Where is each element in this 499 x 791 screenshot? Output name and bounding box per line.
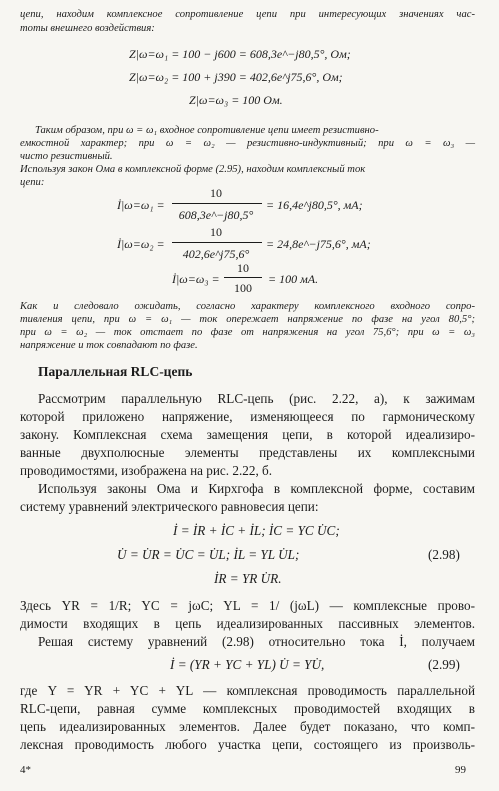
paragraph-5-line-2: RLC-цепи, равная сумме комплексных проводимостей входящих в	[20, 701, 475, 716]
total-current-eq: İ = (YR + YC + YL) U̇ = YU̇,	[170, 657, 325, 672]
impedance-eq-2: Z|ω=ω₂ = 100 + j390 = 402,6e^j75,6°, Ом;	[129, 70, 343, 84]
signature-mark: 4*	[20, 764, 31, 776]
current-eq-1-numerator: 10	[210, 186, 222, 200]
paragraph-1-line-5: проводимостями, изображена на рис. 2.22, б.	[20, 463, 273, 478]
current-eq-2-lhs: İ|ω=ω₂ =	[117, 237, 165, 251]
conclusion-2-line-4: напряжение и ток совпадают по фазе.	[20, 340, 198, 351]
paragraph-1-line-1: Рассмотрим параллельную RLC-цепь (рис. 2.22, а), к зажимам	[38, 391, 475, 406]
equation-number-2-98: (2.98)	[428, 547, 460, 562]
conclusion-2-line-1: Как и следовало ожидать, согласно характеру комплексного входного сопро-	[20, 301, 475, 312]
system-eq-1: İ = İR + İC + İL; İC = YC U̇C;	[173, 523, 340, 538]
paragraph-1-line-2: которой приложено напряжение, изменяющееся по гармоническому	[20, 409, 475, 424]
paragraph-4: Решая систему уравнений (2.98) относительно тока İ, получаем	[38, 634, 475, 649]
paragraph-5-line-4: лексная проводимость любого участка цепи, состоящего из произволь-	[20, 737, 475, 752]
current-eq-3-rhs: = 100 мА.	[268, 272, 319, 286]
current-eq-2-rhs: = 24,8e^−j75,6°, мА;	[266, 237, 371, 251]
system-eq-3: İR = YR U̇R.	[214, 571, 282, 586]
fraction-bar	[172, 203, 262, 204]
equation-number-2-99: (2.99)	[428, 657, 460, 672]
impedance-eq-1: Z|ω=ω₁ = 100 − j600 = 608,3e^−j80,5°, Ом;	[129, 47, 351, 61]
ohm-intro-line-1: Используя закон Ома в комплексной форме (2.95), находим комплексный ток	[20, 164, 366, 175]
paragraph-2-line-2: систему уравнений электрического равновесия цепи:	[20, 499, 319, 514]
current-eq-1-lhs: İ|ω=ω₁ =	[117, 198, 165, 212]
current-eq-3-numerator: 10	[237, 261, 249, 275]
impedance-eq-3: Z|ω=ω₃ = 100 Ом.	[189, 93, 283, 107]
system-eq-2: U̇ = U̇R = U̇C = U̇L; İL = YL U̇L;	[117, 547, 300, 562]
fraction-bar	[172, 242, 262, 243]
current-eq-3-lhs: İ|ω=ω₃ =	[172, 272, 220, 286]
paragraph-1-line-3: закону. Комплексная схема замещения цепи, в которой идеализиро-	[20, 427, 475, 442]
conclusion-1-line-1: Таким образом, при ω = ω₁ входное сопротивление цепи имеет резистивно-	[35, 125, 379, 136]
current-eq-2-numerator: 10	[210, 225, 222, 239]
conclusion-2-line-3: при ω = ω₂ — ток отстает по фазе от напряжения на угол 75,6°; при ω = ω₃	[20, 327, 475, 338]
paragraph-5-line-1: где Y = YR + YC + YL — комплексная проводимость параллельной	[20, 683, 475, 698]
current-eq-1-rhs: = 16,4e^j80,5°, мА;	[266, 198, 363, 212]
current-eq-1-denominator: 608,3e^−j80,5°	[178, 208, 254, 222]
ohm-intro-line-2: цепи:	[20, 177, 45, 188]
conclusion-2-line-2: тивления цепи, при ω = ω₁ — ток опережает напряжение по фазе на угол 80,5°;	[20, 314, 475, 325]
intro-line-2: тоты внешнего воздействия:	[20, 23, 155, 34]
current-eq-3-denominator: 100	[234, 281, 252, 295]
section-heading: Параллельная RLC-цепь	[38, 364, 193, 379]
fraction-bar	[224, 277, 262, 278]
paragraph-2-line-1: Используя законы Ома и Кирхгофа в комплексной форме, составим	[38, 481, 475, 496]
intro-line-1: цепи, находим комплексное сопротивление цепи при интересующих значениях час-	[20, 9, 475, 20]
conclusion-1-line-2: емкостной характер; при ω = ω₂ — резистивно-индуктивный; при ω = ω₃ —	[20, 138, 475, 149]
current-eq-2-denominator: 402,6e^j75,6°	[182, 247, 250, 261]
paragraph-3-line-2: димости входящих в цепь идеализированных пассивных элементов.	[20, 616, 475, 631]
paragraph-1-line-4: ванные двухполюсные элементы представлены их комплексными	[20, 445, 475, 460]
paragraph-3-line-1: Здесь YR = 1/R; YC = jωC; YL = 1/ (jωL) — комплексные прово-	[20, 598, 475, 613]
page-number: 99	[455, 764, 466, 776]
conclusion-1-line-3: чисто резистивный.	[20, 151, 113, 162]
paragraph-5-line-3: цепь идеализированных элементов. Далее будет показано, что комп-	[20, 719, 475, 734]
